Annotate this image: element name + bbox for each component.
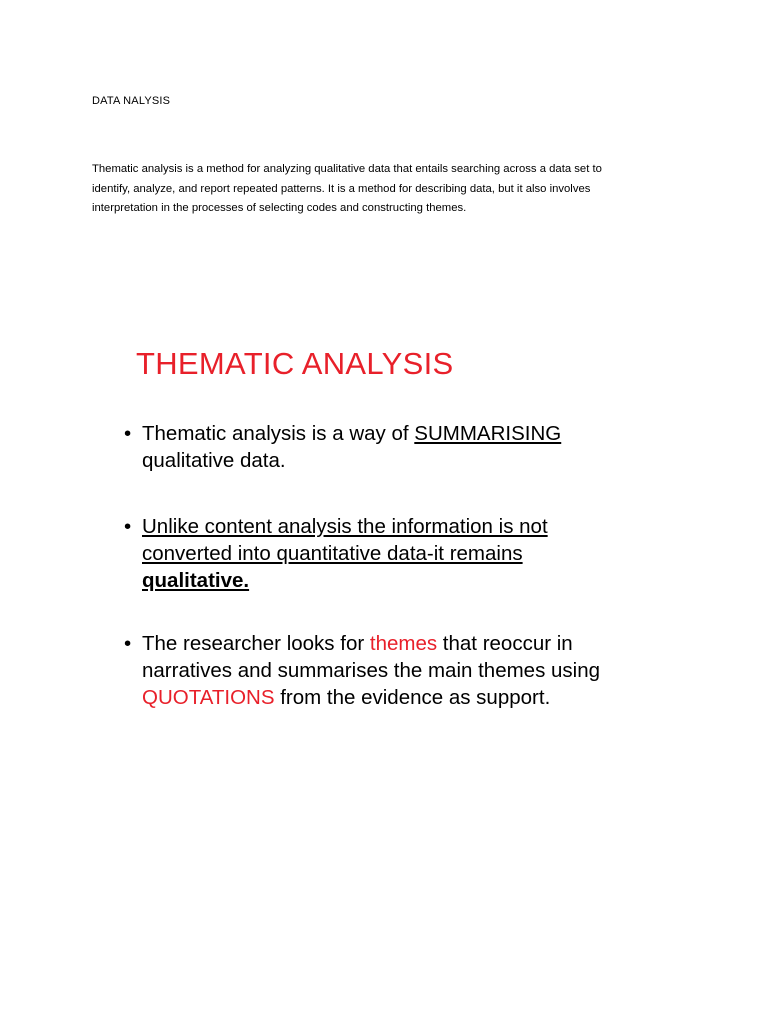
bullet-line: narratives and summarises the main themes using <box>142 659 601 682</box>
bullet-line: qualitative data. <box>142 449 286 472</box>
bullet-line: Unlike content analysis the information is not <box>142 515 548 538</box>
intro-line: identify, analyze, and report repeated patterns. It is a method for describing data, but it also involves <box>92 182 591 195</box>
bullet-emphasis: QUOTATIONS <box>142 686 275 709</box>
bullet-item <box>124 630 664 711</box>
bullet-line <box>142 420 664 447</box>
bullet-line: qualitative. <box>142 569 250 592</box>
bullet-item <box>124 420 664 474</box>
slide-title: THEMATIC ANALYSIS <box>136 346 454 381</box>
bullet-text: from the evidence as support. <box>274 686 551 709</box>
page-heading: DATA NALYSIS <box>92 95 171 107</box>
bullet-icon: • <box>124 422 132 445</box>
slide-image <box>110 330 670 730</box>
bullet-text: that reoccur in <box>437 632 573 655</box>
bullet-text: Thematic analysis is a way of <box>142 422 415 445</box>
bullet-line: converted into quantitative data-it remains <box>142 542 523 565</box>
bullet-line <box>142 630 664 657</box>
bullet-icon: • <box>124 515 132 538</box>
bullet-text: The researcher looks for <box>142 632 370 655</box>
bullet-icon: • <box>124 632 132 655</box>
bullet-line <box>142 684 664 711</box>
intro-line: interpretation in the processes of selecting codes and constructing themes. <box>92 202 467 214</box>
intro-paragraph <box>92 160 672 219</box>
intro-line: Thematic analysis is a method for analyzing qualitative data that entails searching across a data set to <box>92 163 602 175</box>
bullet-emphasis: themes <box>369 632 438 655</box>
bullet-item <box>124 513 664 594</box>
bullet-emphasis: SUMMARISING <box>414 422 562 445</box>
